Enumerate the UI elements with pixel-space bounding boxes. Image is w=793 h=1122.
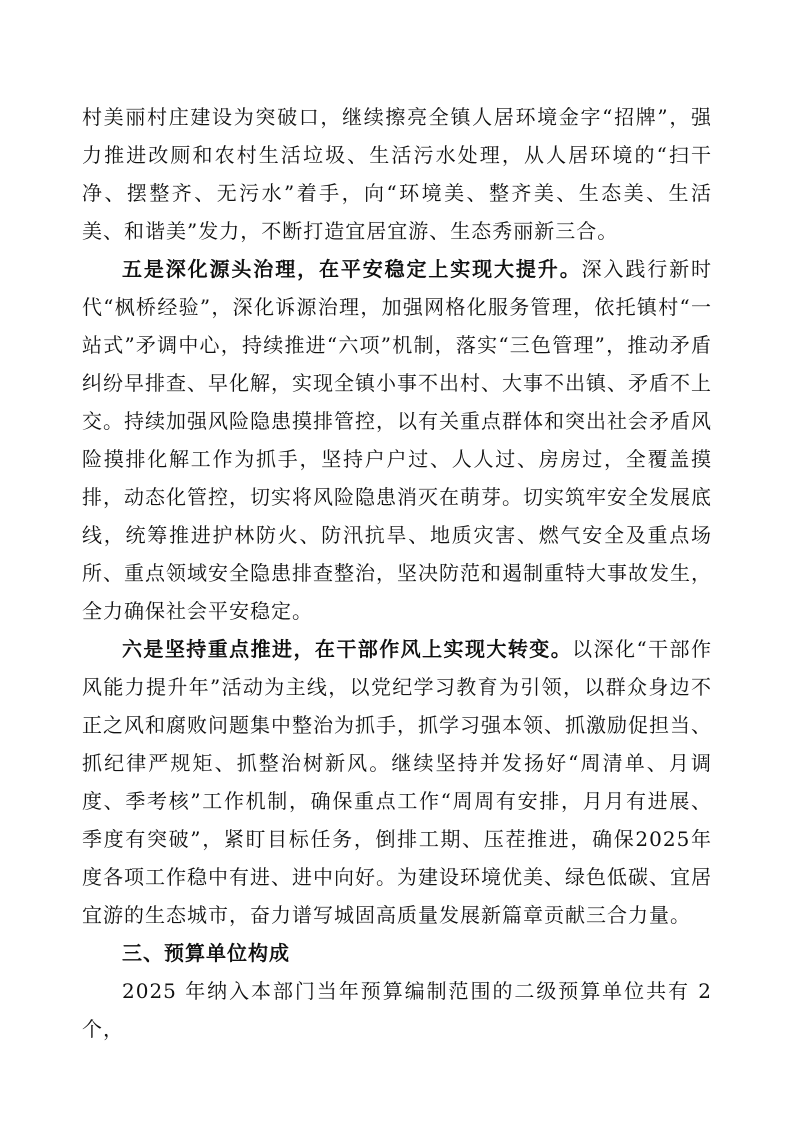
document-page <box>82 98 712 1048</box>
paragraph-village-environment: 村美丽村庄建设为突破口，继续擦亮全镇人居环境金字“招牌”，强力推进改厕和农村生活垃圾、生活污水处理，从人居环境的“扫干净、摆整齐、无污水”着手，向“环境美、整齐美、生态美、生活美、和谐美”发力，不断打造宜居宜游、生态秀丽新三合。 <box>82 105 712 243</box>
paragraph-budget-units: 2025 年纳入本部门当年预算编制范围的二级预算单位共有 2 个， <box>82 979 712 1041</box>
paragraph-body-text: 以深化“干部作风能力提升年”活动为主线，以党纪学习教育为引领，以群众身边不正之风和腐败问题集中整治为抓手，抓学习强本领、抓激励促担当、抓纪律严规矩、抓整治树新风。继续坚持并发扬好“周清单、月调度、季考核”工作机制，确保重点工作“周周有安排，月月有进展、季度有突破”，紧盯目标任务，倒排工期、压茬推进，确保2025年度各项工作稳中有进、进中向好。为建设环境优美、绿色低碳、宜居宜游的生态城市，奋力谱写城固高质量发展新篇章贡献三合力量。 <box>82 637 712 927</box>
paragraph-lead-text: 五是深化源头治理，在平安稳定上实现大提升。 <box>122 257 582 281</box>
paragraph-body-text: 深入践行新时代“枫桥经验”，深化诉源治理，加强网格化服务管理，依托镇村“一站式”矛调中心，持续推进“六项”机制，落实“三色管理”，推动矛盾纠纷早排查、早化解，实现全镇小事不出村、大事不出镇、矛盾不上交。持续加强风险隐患摸排管控，以有关重点群体和突出社会矛盾风险摸排化解工作为抓手，坚持户户过、人人过、房房过，全覆盖摸排，动态化管控，切实将风险隐患消灭在萌芽。切实筑牢安全发展底线，统筹推进护林防火、防汛抗旱、地质灾害、燃气安全及重点场所、重点领域安全隐患排查整治，坚决防范和遏制重特大事故发生，全力确保社会平安稳定。 <box>82 257 713 623</box>
section-heading: 三、预算单位构成 <box>122 941 290 965</box>
paragraph-lead-text: 六是坚持重点推进，在干部作风上实现大转变。 <box>122 637 573 661</box>
paragraph-cadre-style <box>82 630 712 934</box>
paragraph-source-governance <box>82 250 712 630</box>
